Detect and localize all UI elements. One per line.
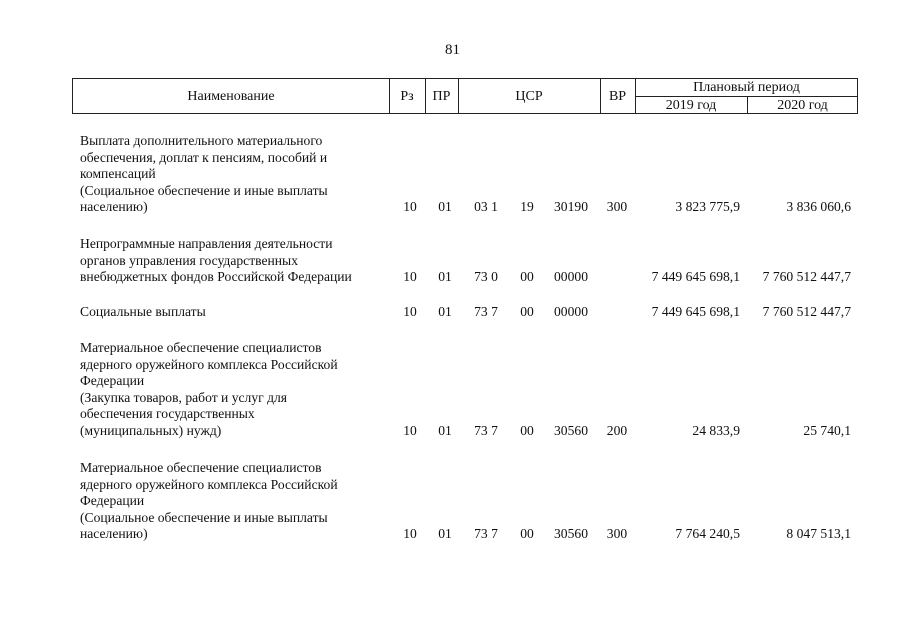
row-amount-2019: 24 833,9 (692, 423, 740, 438)
row-csr-direction: 00 (520, 526, 534, 542)
row-csr-code: 30560 (554, 423, 588, 438)
row-csr-code: 00000 (554, 269, 588, 285)
row-name-line: компенсаций (80, 166, 156, 182)
row-name (80, 304, 390, 321)
row-rz: 10 (403, 526, 417, 542)
row-name-line: Федерации (80, 373, 145, 389)
header-divider (635, 96, 858, 97)
row-csr-direction: 19 (520, 199, 534, 215)
row-rz: 10 (403, 199, 417, 215)
row-amount-2020: 25 740,1 (803, 423, 851, 438)
page-number: 81 (445, 42, 460, 58)
row-vr: 300 (606, 526, 628, 542)
header-vr: ВР (608, 89, 627, 104)
row-name-line: Материальное обеспечение специалистов (80, 460, 322, 475)
row-name-line: Выплата дополнительного материального (80, 133, 323, 148)
row-name-line: Непрограммные направления деятельности (80, 236, 333, 251)
row-name (80, 460, 390, 543)
header-plan-period: Плановый период (693, 80, 800, 95)
row-pr: 01 (438, 269, 452, 285)
row-csr-direction: 00 (520, 423, 534, 438)
row-csr-code: 00000 (554, 304, 588, 319)
row-rz: 10 (403, 269, 417, 285)
row-name-line: Материальное обеспечение специалистов (80, 340, 322, 355)
table-header (72, 78, 858, 114)
row-name-line: (Социальное обеспечение и иные выплаты (80, 182, 328, 198)
row-amount-2020: 8 047 513,1 (786, 526, 851, 542)
row-name-line: обеспечения, доплат к пенсиям, пособий и (80, 149, 328, 165)
row-csr-direction: 00 (520, 304, 534, 319)
header-name: Наименование (187, 89, 275, 104)
row-amount-2020: 7 760 512 447,7 (762, 269, 851, 285)
row-csr-direction: 00 (520, 269, 534, 285)
row-rz: 10 (403, 423, 417, 438)
row-name-line: внебюджетных фондов Российской Федерации (80, 269, 352, 285)
row-name-line: Федерации (80, 493, 145, 509)
row-vr: 300 (606, 199, 628, 215)
row-name-line: населению) (80, 526, 148, 542)
row-name-line: Социальные выплаты (80, 304, 206, 319)
row-name-line: ядерного оружейного комплекса Российской (80, 476, 338, 492)
row-pr: 01 (438, 199, 452, 215)
row-csr-program: 73 7 (474, 304, 498, 319)
row-amount-2019: 3 823 775,9 (675, 199, 740, 215)
row-name (80, 133, 390, 216)
row-name-line: ядерного оружейного комплекса Российской (80, 356, 338, 372)
row-name-line: населению) (80, 199, 148, 215)
row-amount-2019: 7 764 240,5 (675, 526, 740, 542)
row-name-line: обеспечения государственных (80, 406, 255, 422)
row-pr: 01 (438, 526, 452, 542)
row-name-line: (муниципальных) нужд) (80, 422, 222, 438)
row-amount-2020: 3 836 060,6 (786, 199, 851, 215)
row-name-line: (Закупка товаров, работ и услуг для (80, 389, 288, 405)
row-amount-2019: 7 449 645 698,1 (651, 304, 740, 319)
row-pr: 01 (438, 304, 452, 319)
row-name-line: органов управления государственных (80, 252, 298, 268)
header-rz: Рз (400, 89, 414, 104)
row-amount-2020: 7 760 512 447,7 (762, 304, 851, 319)
row-csr-code: 30190 (554, 199, 588, 215)
row-amount-2019: 7 449 645 698,1 (651, 269, 740, 285)
row-csr-program: 73 7 (474, 423, 498, 438)
row-csr-program: 73 0 (474, 269, 498, 285)
row-csr-program: 03 1 (474, 199, 498, 215)
header-csr: ЦСР (515, 89, 543, 104)
header-year-2020: 2020 год (777, 98, 828, 113)
header-pr: ПР (432, 89, 451, 104)
row-name (80, 340, 390, 440)
row-vr: 200 (606, 423, 628, 438)
row-csr-program: 73 7 (474, 526, 498, 542)
row-rz: 10 (403, 304, 417, 319)
row-name-line: (Социальное обеспечение и иные выплаты (80, 509, 328, 525)
row-pr: 01 (438, 423, 452, 438)
row-csr-code: 30560 (554, 526, 588, 542)
header-year-2019: 2019 год (665, 98, 717, 113)
row-name (80, 236, 390, 286)
